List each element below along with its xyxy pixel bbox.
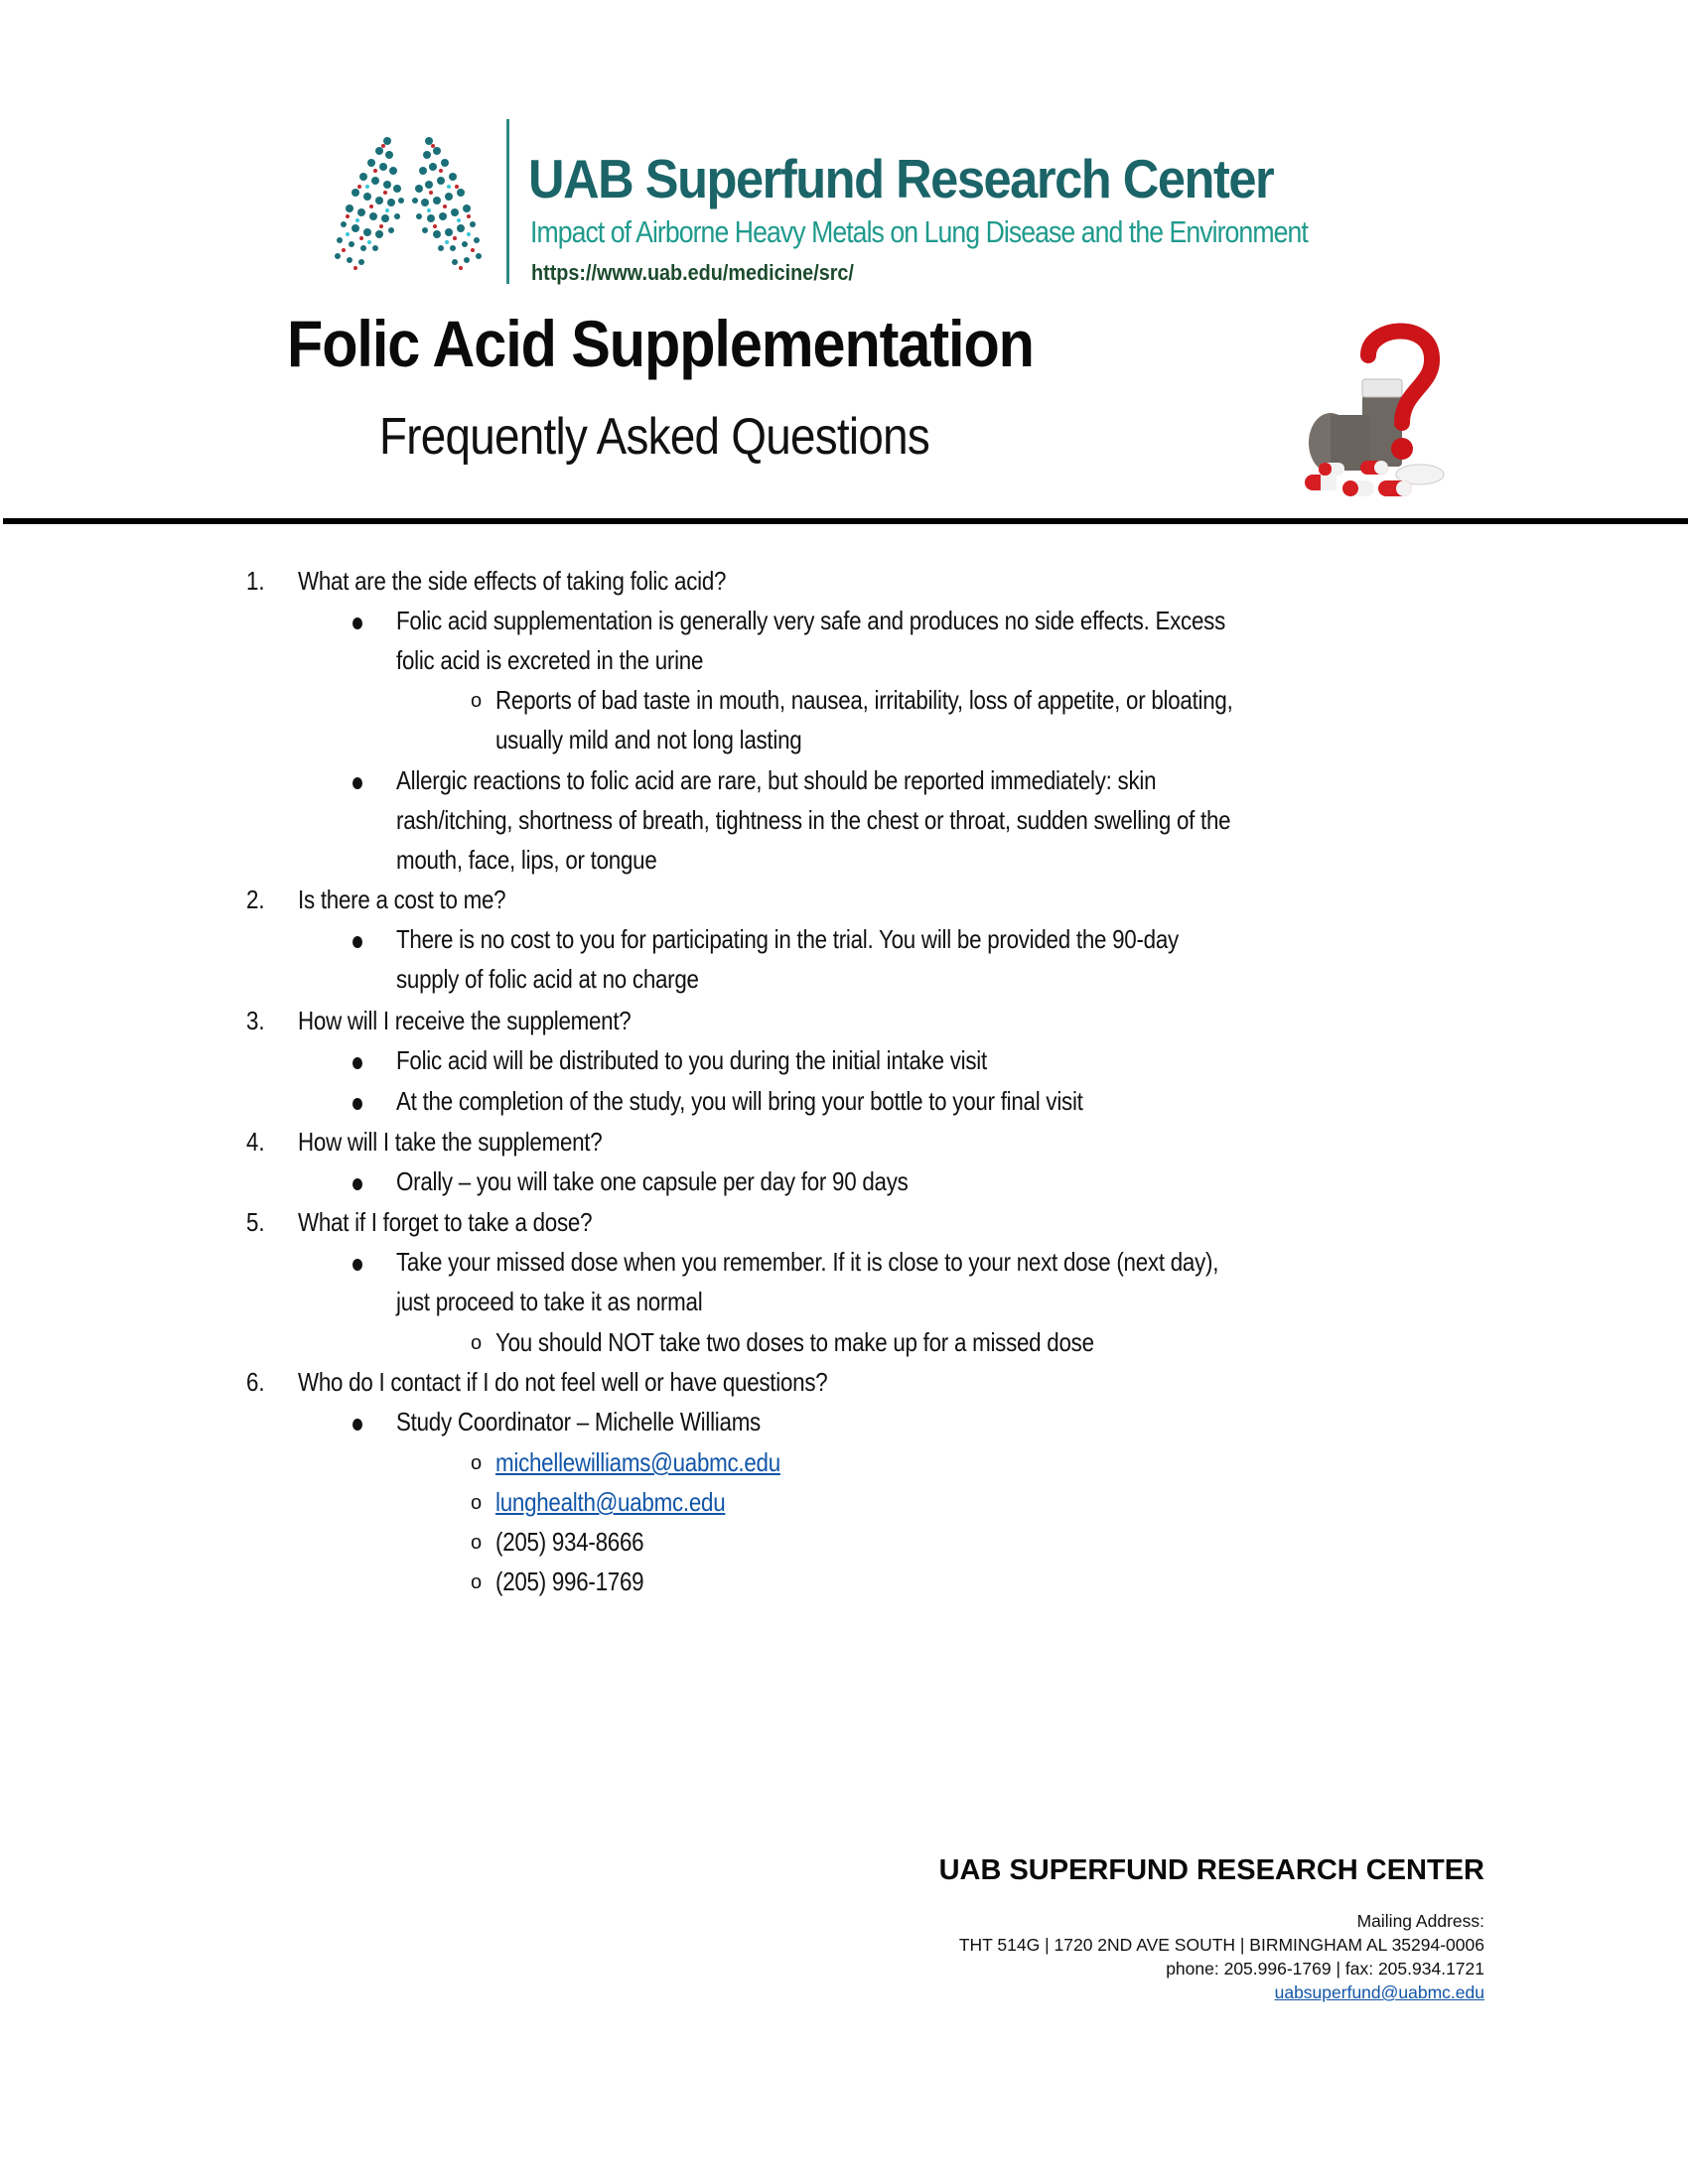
footer-org-name: UAB SUPERFUND RESEARCH CENTER (938, 1854, 1484, 1886)
sub-bullet-icon: o (471, 1492, 483, 1514)
phone-number: (205) 996-1769 (495, 1567, 644, 1596)
lunghealth-email-link[interactable]: lunghealth@uabmc.edu (495, 1487, 726, 1517)
document-title: Folic Acid Supplementation (287, 307, 1034, 380)
question-number: 2. (246, 885, 265, 914)
question-text: What are the side effects of taking folic acid? (298, 566, 727, 596)
question-number: 1. (246, 566, 265, 596)
answer-text: just proceed to take it as normal (396, 1287, 703, 1316)
question-text: Who do I contact if I do not feel well or have questions? (298, 1367, 828, 1397)
document-subtitle: Frequently Asked Questions (379, 408, 930, 466)
footer-phone-fax: phone: 205.996-1769 | fax: 205.934.1721 (1166, 1959, 1484, 1979)
bullet-icon (352, 1098, 362, 1110)
bullet-icon (352, 1419, 362, 1431)
answer-text: Folic acid will be distributed to you during the initial intake visit (396, 1045, 987, 1075)
bullet-icon (352, 1057, 362, 1069)
answer-text: Orally – you will take one capsule per day for 90 days (396, 1166, 909, 1196)
question-number: 4. (246, 1127, 265, 1157)
footer-mailing-label: Mailing Address: (1356, 1911, 1484, 1931)
sub-bullet-icon: o (471, 1532, 483, 1554)
answer-text: Allergic reactions to folic acid are rare, but should be reported immediately: skin (396, 765, 1157, 795)
bullet-icon (352, 777, 362, 789)
answer-text: Folic acid supplementation is generally very safe and produces no side effects. Excess (396, 606, 1226, 635)
answer-text: mouth, face, lips, or tongue (396, 845, 657, 875)
answer-text: rash/itching, shortness of breath, tightness in the chest or throat, sudden swelling of the (396, 805, 1231, 835)
coordinator-email-link[interactable]: michellewilliams@uabmc.edu (495, 1447, 780, 1477)
question-text: How will I take the supplement? (298, 1127, 603, 1157)
answer-subtext: usually mild and not long lasting (495, 725, 802, 754)
question-text: How will I receive the supplement? (298, 1006, 632, 1035)
answer-text: folic acid is excreted in the urine (396, 645, 704, 675)
bullet-icon (352, 1259, 362, 1271)
footer-email-link[interactable]: uabsuperfund@uabmc.edu (1274, 1982, 1484, 2002)
footer-address: THT 514G | 1720 2ND AVE SOUTH | BIRMINGHAM AL 35294-0006 (958, 1935, 1484, 1955)
sub-bullet-icon: o (471, 690, 483, 712)
answer-text: At the completion of the study, you will bring your bottle to your final visit (396, 1086, 1083, 1116)
org-url-link[interactable]: https://www.uab.edu/medicine/src/ (531, 260, 854, 285)
sub-bullet-icon: o (471, 1332, 483, 1354)
question-number: 5. (246, 1207, 265, 1237)
sub-bullet-icon: o (471, 1452, 483, 1474)
bullet-icon (352, 617, 362, 629)
sub-bullet-icon: o (471, 1571, 483, 1593)
org-name: UAB Superfund Research Center (528, 148, 1274, 209)
answer-text: There is no cost to you for participating in the trial. You will be provided the 90-day (396, 924, 1179, 954)
question-text: What if I forget to take a dose? (298, 1207, 593, 1237)
pill-bottle-question-mark-icon (1291, 316, 1460, 504)
logo-divider (506, 119, 509, 284)
question-number: 6. (246, 1367, 265, 1397)
bullet-icon (352, 936, 362, 948)
phone-number: (205) 934-8666 (495, 1527, 644, 1557)
answer-text: Take your missed dose when you remember. If it is close to your next dose (next day), (396, 1247, 1219, 1277)
answer-subtext: Reports of bad taste in mouth, nausea, irritability, loss of appetite, or bloating, (495, 685, 1233, 715)
answer-subtext: You should NOT take two doses to make up for a missed dose (495, 1327, 1094, 1357)
answer-text: Study Coordinator – Michelle Williams (396, 1407, 761, 1436)
question-number: 3. (246, 1006, 265, 1035)
lungs-logo-icon (328, 121, 489, 276)
question-text: Is there a cost to me? (298, 885, 506, 914)
header-divider-rule (3, 518, 1688, 524)
org-tagline: Impact of Airborne Heavy Metals on Lung Disease and the Environment (530, 214, 1308, 249)
bullet-icon (352, 1178, 362, 1190)
answer-text: supply of folic acid at no charge (396, 964, 699, 994)
